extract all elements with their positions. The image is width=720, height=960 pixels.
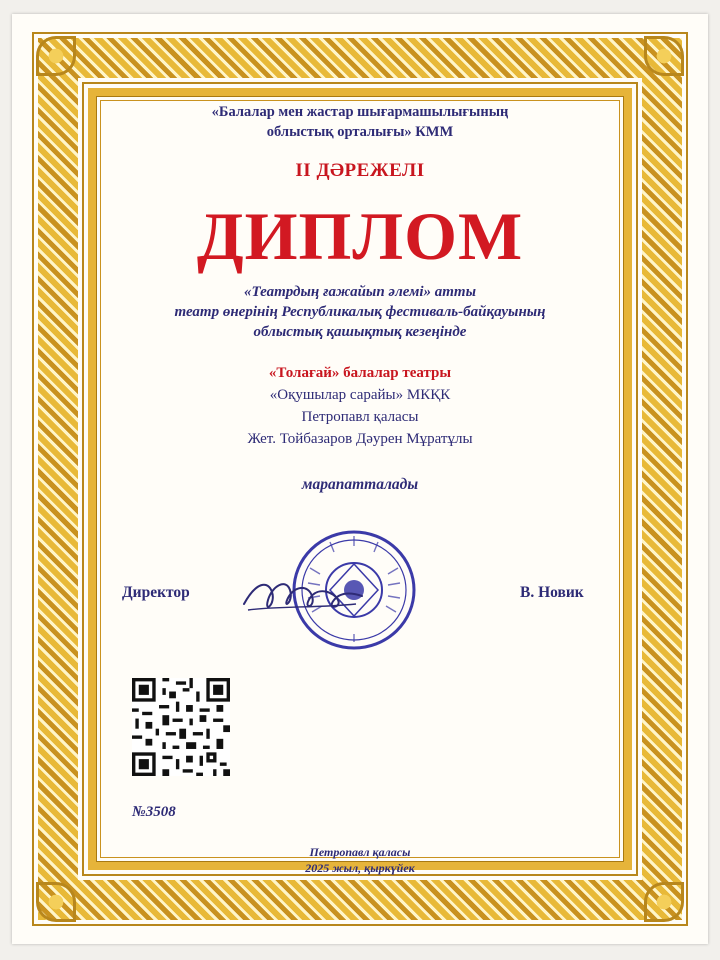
corner-ornament-icon [36, 36, 76, 76]
footer-date: 2025 жыл, қыркүйек [305, 861, 415, 875]
corner-ornament-icon [644, 36, 684, 76]
signature-icon [238, 570, 368, 622]
footer-city: Петропавл қаласы [309, 845, 411, 859]
corner-ornament-icon [36, 882, 76, 922]
event-description [112, 282, 608, 342]
qr-code-icon [132, 678, 230, 776]
recipient-city: Петропавл қаласы [301, 409, 419, 425]
corner-ornament-icon [644, 882, 684, 922]
director-label: Директор [122, 584, 190, 601]
recipient-name: «Толағай» балалар театры [268, 365, 452, 381]
organization-name [112, 102, 608, 142]
event-line: театр өнерінің Республикалық фестиваль-байқауының [174, 304, 546, 320]
organization-line: «Балалар мен жастар шығармашылығының [211, 104, 509, 120]
footer-place-date [112, 844, 608, 876]
diploma-number: №3508 [132, 804, 176, 820]
recipient-institution: «Оқушылар сарайы» МКҚК [269, 387, 451, 403]
diploma-certificate [12, 14, 708, 944]
recipient-block [112, 362, 608, 450]
event-line: «Театрдың ғажайып әлемі» атты [243, 284, 477, 300]
page-title: ДИПЛОМ [196, 198, 524, 274]
director-name: В. Новик [520, 584, 584, 601]
event-line: облыстық қашықтық кезеңінде [253, 324, 467, 340]
awarded-text: марапатталады [301, 476, 419, 493]
degree-label: II ДӘРЕЖЕЛІ [295, 160, 425, 181]
organization-line: облыстық орталығы» КММ [266, 124, 454, 140]
recipient-leader: Жет. Тойбазаров Дәурен Мұратұлы [247, 431, 473, 447]
